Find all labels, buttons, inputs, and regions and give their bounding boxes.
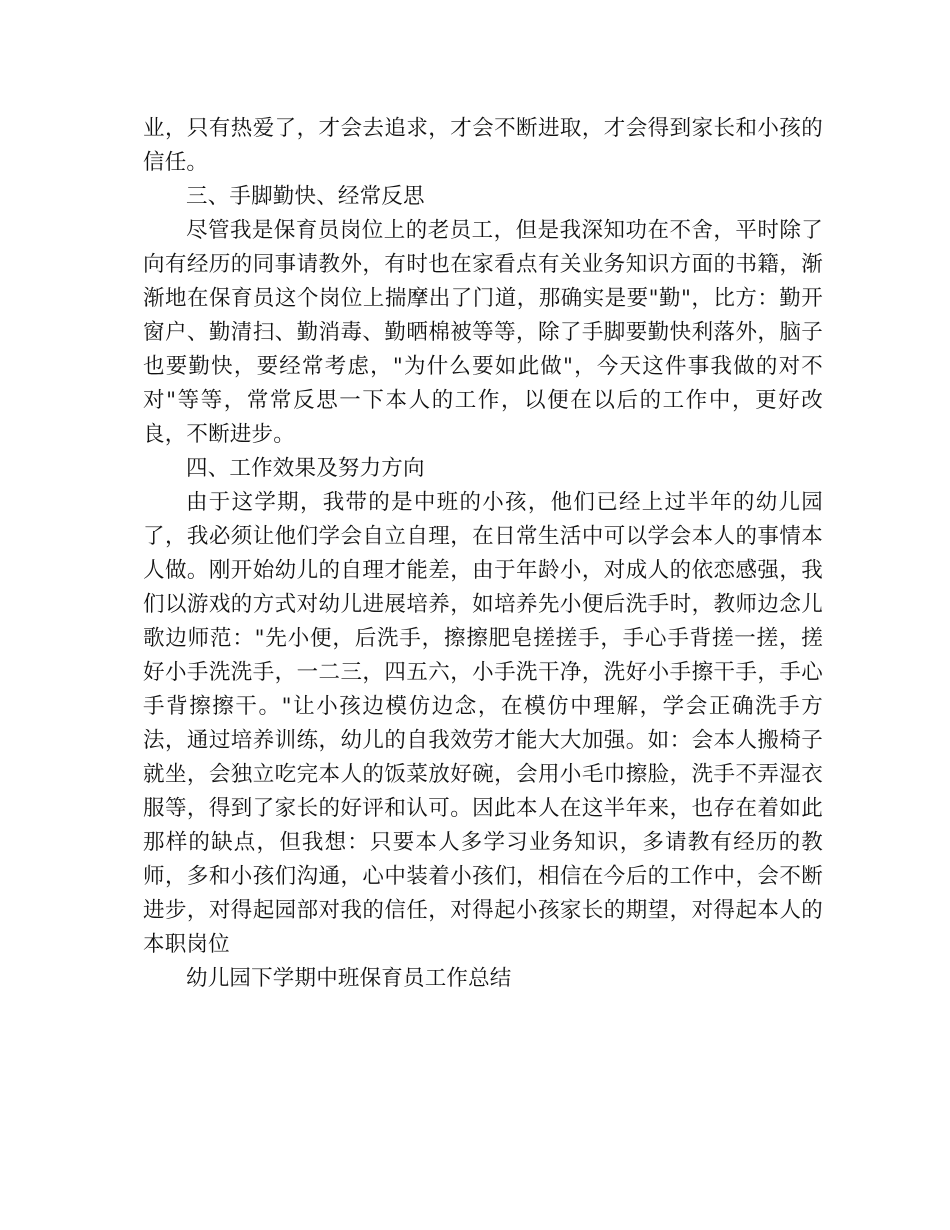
section-heading-4: 四、工作效果及努力方向 <box>186 456 425 481</box>
document-title-next: 幼儿园下学期中班保育员工作总结 <box>186 966 512 991</box>
paragraph-continuation: 业，只有热爱了，才会去追求，才会不断进取，才会得到家长和小孩的信任。 <box>143 116 823 175</box>
section-heading-3: 三、手脚勤快、经常反思 <box>186 184 425 209</box>
document-body <box>143 112 823 996</box>
paragraph-body: 由于这学期，我带的是中班的小孩，他们已经上过半年的幼儿园了，我必须让他们学会自立自理，在日常生活中可以学会本人的事情本人做。刚开始幼儿的自理才能差，由于年龄小，对成人的依恋感强，我们以游戏的方式对幼儿进展培养，如培养先小便后洗手时，教师边念儿歌边师范："先小便，后洗手，擦擦肥皂搓搓手，手心手背搓一搓，搓好小手洗洗手，一二三，四五六，小手洗干净，洗好小手擦干手，手心手背擦擦干。"让小孩边模仿边念，在模仿中理解，学会正确洗手方法，通过培养训练，幼儿的自我效劳才能大大加强。如：会本人搬椅子就坐，会独立吃完本人的饭菜放好碗，会用小毛巾擦脸，洗手不弄湿衣服等，得到了家长的好评和认可。因此本人在这半年来，也存在着如此那样的缺点，但我想：只要本人多学习业务知识，多请教有经历的教师，多和小孩们沟通，心中装着小孩们，相信在今后的工作中，会不断进步，对得起园部对我的信任，对得起小孩家长的期望，对得起本人的本职岗位 <box>143 490 823 957</box>
paragraph-body: 尽管我是保育员岗位上的老员工，但是我深知功在不舍，平时除了向有经历的同事请教外，有时也在家看点有关业务知识方面的书籍，渐渐地在保育员这个岗位上揣摩出了门道，那确实是要"勤"，比方：勤开窗户、勤清扫、勤消毒、勤晒棉被等等，除了手脚要勤快利落外，脑子也要勤快，要经常考虑，"为什么要如此做"，今天这件事我做的对不对"等等，常常反思一下本人的工作，以便在以后的工作中，更好改良，不断进步。 <box>143 218 823 447</box>
